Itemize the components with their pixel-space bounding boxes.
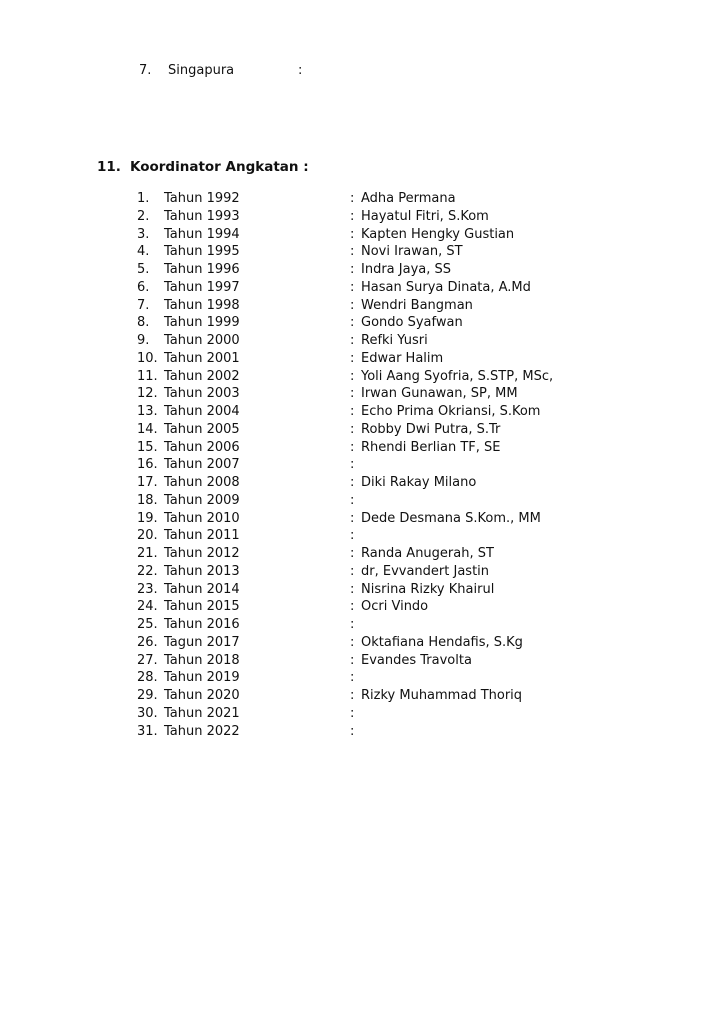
row-number: 9. xyxy=(137,333,150,348)
section-title-text: Koordinator Angkatan : xyxy=(130,159,309,175)
row-colon: : xyxy=(350,386,355,402)
row-number: 17. xyxy=(137,475,158,490)
list-item xyxy=(137,723,617,741)
row-year: Tahun 2007 xyxy=(164,457,240,473)
row-coordinator-name: Indra Jaya, SS xyxy=(361,262,451,277)
row-year: Tahun 1996 xyxy=(164,262,240,277)
row-coordinator-name: Hasan Surya Dinata, A.Md xyxy=(361,279,531,295)
row-year: Tahun 2010 xyxy=(164,510,240,526)
list-item xyxy=(137,581,617,599)
row-colon: : xyxy=(350,581,355,597)
row-coordinator-name: dr, Evvandert Jastin xyxy=(361,563,490,579)
row-number: 2. xyxy=(137,208,150,224)
row-colon: : xyxy=(350,404,355,419)
row-year: Tahun 2015 xyxy=(164,599,240,615)
row-year: Tahun 1994 xyxy=(164,226,240,242)
row-number: 18. xyxy=(137,492,158,508)
row-colon: : xyxy=(350,297,355,313)
section-number: 11. xyxy=(97,159,121,175)
row-number: 22. xyxy=(137,563,158,579)
list-item xyxy=(137,705,617,723)
row-year: Tahun 1995 xyxy=(164,244,240,260)
row-year: Tahun 2020 xyxy=(164,688,240,703)
row-coordinator-name: Echo Prima Okriansi, S.Kom xyxy=(361,404,541,419)
row-number: 5. xyxy=(137,262,150,277)
row-year: Tahun 1999 xyxy=(164,315,240,331)
row-number: 21. xyxy=(137,546,158,561)
row-year: Tahun 2000 xyxy=(164,333,240,348)
row-colon: : xyxy=(350,475,355,490)
row-colon: : xyxy=(350,191,355,206)
row-coordinator-name: Adha Permana xyxy=(361,191,456,206)
row-number: 30. xyxy=(137,705,158,721)
row-number: 27. xyxy=(137,652,158,668)
row-coordinator-name: Wendri Bangman xyxy=(361,297,473,313)
row-colon: : xyxy=(350,670,355,686)
row-colon: : xyxy=(350,279,355,295)
row-colon: : xyxy=(350,439,355,455)
row-number: 24. xyxy=(137,599,158,615)
row-year: Tahun 2018 xyxy=(164,652,240,668)
row-colon: : xyxy=(350,492,355,508)
row-year: Tahun 2014 xyxy=(164,581,240,597)
list-item xyxy=(137,687,617,705)
row-year: Tahun 2021 xyxy=(164,705,240,721)
row-year: Tahun 1998 xyxy=(164,297,240,313)
row-coordinator-name: Nisrina Rizky Khairul xyxy=(361,581,495,597)
row-colon: : xyxy=(350,333,355,348)
row-year: Tahun 2008 xyxy=(164,475,240,490)
row-colon: : xyxy=(350,634,355,650)
row-year: Tahun 2006 xyxy=(164,439,240,455)
item-colon: : xyxy=(298,63,303,78)
list-item xyxy=(137,368,617,386)
row-colon: : xyxy=(350,599,355,615)
row-number: 10. xyxy=(137,350,158,366)
row-number: 13. xyxy=(137,404,158,419)
list-item xyxy=(137,226,617,244)
row-colon: : xyxy=(350,421,355,437)
row-colon: : xyxy=(350,368,355,384)
list-item xyxy=(137,332,617,350)
row-colon: : xyxy=(350,617,355,632)
list-item xyxy=(137,385,617,403)
list-item xyxy=(137,545,617,563)
row-coordinator-name: Hayatul Fitri, S.Kom xyxy=(361,208,489,224)
row-number: 28. xyxy=(137,670,158,686)
list-item xyxy=(137,474,617,492)
row-number: 26. xyxy=(137,634,158,650)
row-year: Tahun 1993 xyxy=(164,208,240,224)
row-number: 8. xyxy=(137,315,150,331)
row-coordinator-name: Diki Rakay Milano xyxy=(361,475,477,490)
row-number: 1. xyxy=(137,191,150,206)
list-item xyxy=(137,456,617,474)
row-year: Tahun 2004 xyxy=(164,404,240,419)
row-coordinator-name: Irwan Gunawan, SP, MM xyxy=(361,386,518,402)
list-item xyxy=(137,510,617,528)
list-item xyxy=(137,652,617,670)
row-number: 7. xyxy=(137,297,150,313)
row-coordinator-name: Oktafiana Hendafis, S.Kg xyxy=(361,634,523,650)
row-number: 14. xyxy=(137,421,158,437)
list-item xyxy=(137,350,617,368)
list-item xyxy=(137,190,617,208)
list-item xyxy=(137,563,617,581)
row-number: 29. xyxy=(137,688,158,703)
row-year: Tahun 2016 xyxy=(164,617,240,632)
row-year: Tahun 2022 xyxy=(164,723,240,739)
previous-list-item xyxy=(139,62,539,80)
list-item xyxy=(137,527,617,545)
row-number: 4. xyxy=(137,244,150,260)
row-year: Tahun 2013 xyxy=(164,563,240,579)
row-colon: : xyxy=(350,244,355,260)
row-colon: : xyxy=(350,457,355,473)
row-year: Tahun 2011 xyxy=(164,528,240,544)
row-number: 20. xyxy=(137,528,158,544)
row-colon: : xyxy=(350,705,355,721)
row-coordinator-name: Yoli Aang Syofria, S.STP, MSc, xyxy=(361,368,554,384)
list-item xyxy=(137,261,617,279)
row-colon: : xyxy=(350,546,355,561)
row-year: Tahun 2009 xyxy=(164,492,240,508)
list-item xyxy=(137,492,617,510)
row-colon: : xyxy=(350,688,355,703)
row-colon: : xyxy=(350,226,355,242)
row-colon: : xyxy=(350,563,355,579)
row-colon: : xyxy=(350,208,355,224)
row-colon: : xyxy=(350,315,355,331)
item-number: 7. xyxy=(139,63,152,78)
row-coordinator-name: Edwar Halim xyxy=(361,350,444,366)
row-number: 25. xyxy=(137,617,158,632)
row-colon: : xyxy=(350,350,355,366)
row-year: Tagun 2017 xyxy=(164,634,240,650)
row-coordinator-name: Rhendi Berlian TF, SE xyxy=(361,439,501,455)
row-year: Tahun 2005 xyxy=(164,421,240,437)
row-coordinator-name: Gondo Syafwan xyxy=(361,315,463,331)
row-year: Tahun 2019 xyxy=(164,670,240,686)
row-coordinator-name: Refki Yusri xyxy=(361,333,428,348)
list-item xyxy=(137,439,617,457)
list-item xyxy=(137,403,617,421)
row-colon: : xyxy=(350,528,355,544)
list-item xyxy=(137,314,617,332)
row-year: Tahun 2001 xyxy=(164,350,240,366)
row-colon: : xyxy=(350,510,355,526)
row-number: 6. xyxy=(137,279,150,295)
row-number: 19. xyxy=(137,510,158,526)
row-coordinator-name: Rizky Muhammad Thoriq xyxy=(361,688,523,703)
row-coordinator-name: Dede Desmana S.Kom., MM xyxy=(361,510,541,526)
list-item xyxy=(137,634,617,652)
list-item xyxy=(137,243,617,261)
row-colon: : xyxy=(350,652,355,668)
list-item xyxy=(137,421,617,439)
row-number: 16. xyxy=(137,457,158,473)
list-item xyxy=(137,669,617,687)
row-colon: : xyxy=(350,262,355,277)
row-colon: : xyxy=(350,723,355,739)
row-coordinator-name: Randa Anugerah, ST xyxy=(361,546,494,561)
row-year: Tahun 2012 xyxy=(164,546,240,561)
row-year: Tahun 1997 xyxy=(164,279,240,295)
row-coordinator-name: Evandes Travolta xyxy=(361,652,472,668)
row-number: 11. xyxy=(137,368,158,384)
coordinator-list xyxy=(137,190,617,740)
list-item xyxy=(137,297,617,315)
row-coordinator-name: Kapten Hengky Gustian xyxy=(361,226,515,242)
row-number: 23. xyxy=(137,581,158,597)
list-item xyxy=(137,616,617,634)
row-number: 15. xyxy=(137,439,158,455)
row-year: Tahun 2002 xyxy=(164,368,240,384)
row-number: 31. xyxy=(137,723,158,739)
row-coordinator-name: Novi Irawan, ST xyxy=(361,244,463,260)
row-number: 12. xyxy=(137,386,158,402)
row-year: Tahun 2003 xyxy=(164,386,240,402)
list-item xyxy=(137,279,617,297)
row-coordinator-name: Robby Dwi Putra, S.Tr xyxy=(361,421,501,437)
row-coordinator-name: Ocri Vindo xyxy=(361,599,429,615)
list-item xyxy=(137,208,617,226)
row-number: 3. xyxy=(137,226,150,242)
item-label: Singapura xyxy=(168,63,235,78)
section-heading xyxy=(97,158,309,176)
row-year: Tahun 1992 xyxy=(164,191,240,206)
list-item xyxy=(137,598,617,616)
